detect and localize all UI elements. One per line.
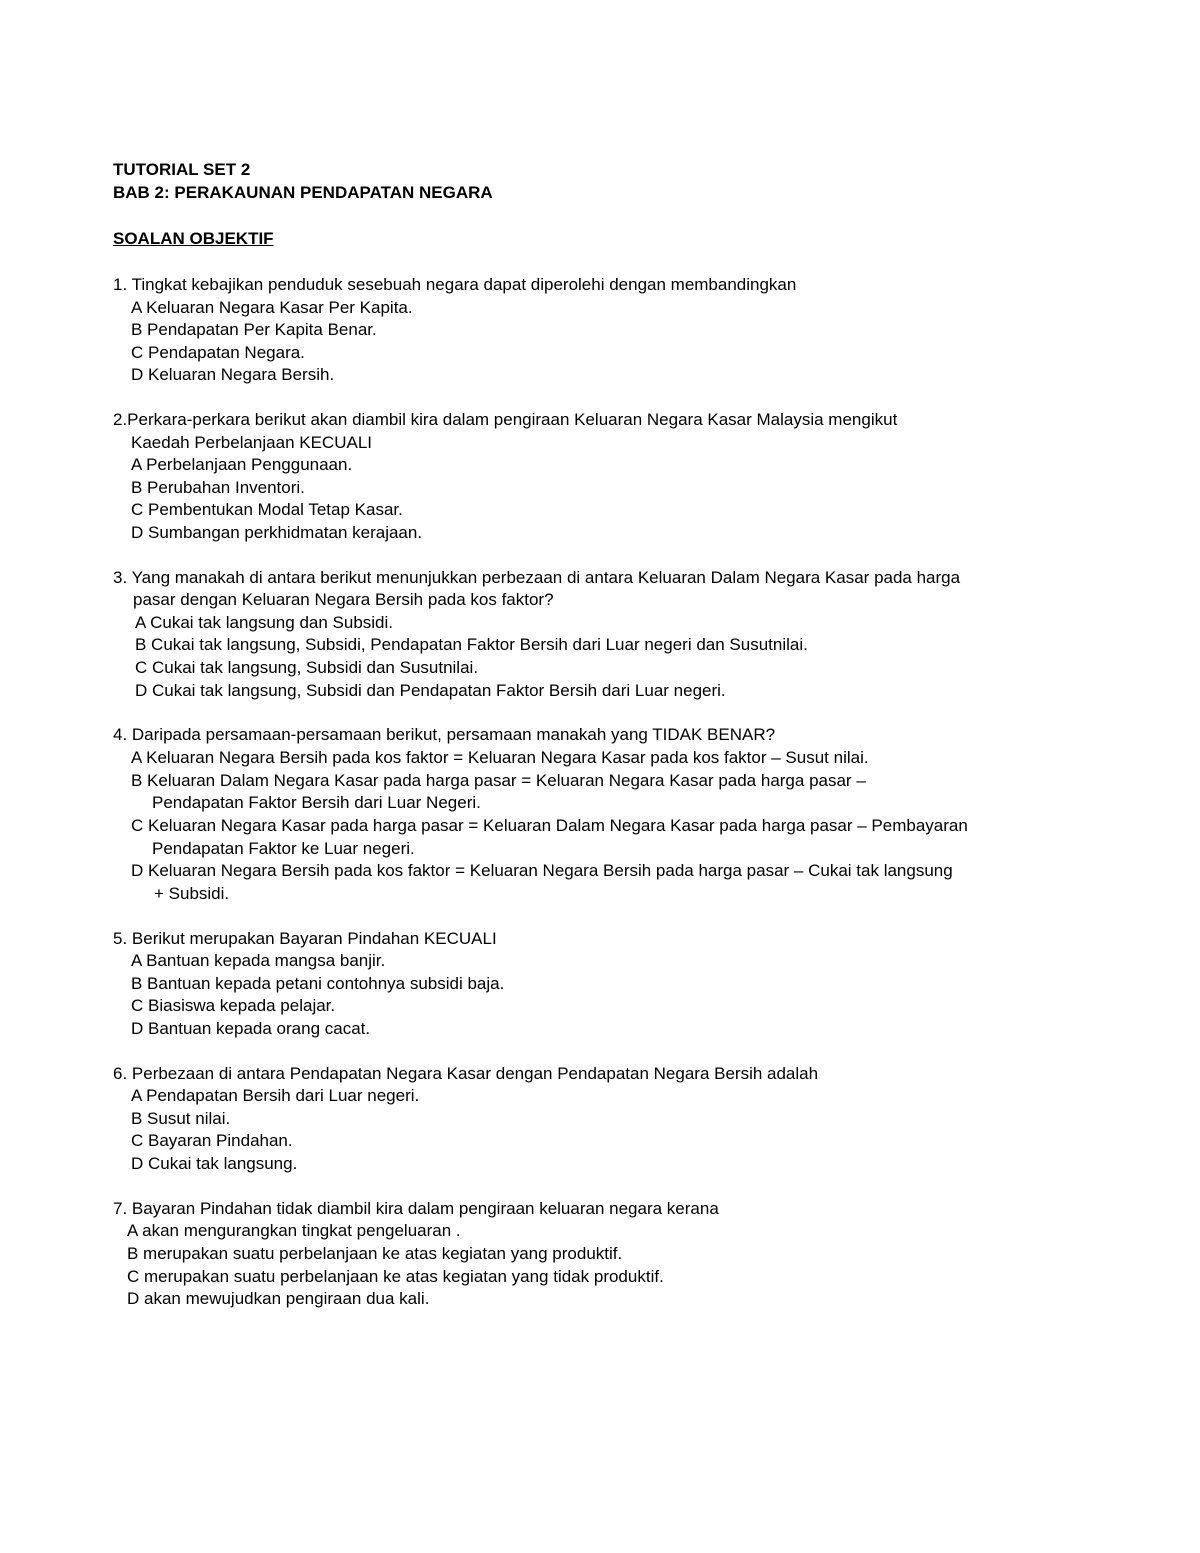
option-d: D Bantuan kepada orang cacat. xyxy=(131,1019,371,1038)
option-d: D Cukai tak langsung. xyxy=(131,1154,298,1173)
question-text: 2.Perkara-perkara berikut akan diambil kira dalam pengiraan Keluaran Negara Kasar Malaysia mengikut xyxy=(113,410,898,429)
option-c: C merupakan suatu perbelanjaan ke atas kegiatan yang tidak produktif. xyxy=(127,1267,664,1286)
option-c: C Biasiswa kepada pelajar. xyxy=(131,996,336,1015)
option-a: A Cukai tak langsung dan Subsidi. xyxy=(135,613,394,632)
option-b: B Pendapatan Per Kapita Benar. xyxy=(131,320,377,339)
option-d: D Keluaran Negara Bersih pada kos faktor = Keluaran Negara Bersih pada harga pasar – Cukai tak langsung xyxy=(131,861,953,880)
option-a: A Perbelanjaan Penggunaan. xyxy=(131,455,353,474)
option-d: D Sumbangan perkhidmatan kerajaan. xyxy=(131,523,423,542)
question-text: 3. Yang manakah di antara berikut menunjukkan perbezaan di antara Keluaran Dalam Negara Kasar pada harga xyxy=(113,568,961,587)
question-text: 7. Bayaran Pindahan tidak diambil kira dalam pengiraan keluaran negara kerana xyxy=(113,1199,719,1218)
document-title: TUTORIAL SET 2 xyxy=(113,160,251,179)
option-c: C Pendapatan Negara. xyxy=(131,343,305,362)
option-b: B Bantuan kepada petani contohnya subsidi baja. xyxy=(131,974,505,993)
question-text-continued: Kaedah Perbelanjaan KECUALI xyxy=(131,433,372,452)
option-d: D akan mewujudkan pengiraan dua kali. xyxy=(127,1289,430,1308)
option-c: C Pembentukan Modal Tetap Kasar. xyxy=(131,500,403,519)
question-text: 5. Berikut merupakan Bayaran Pindahan KECUALI xyxy=(113,929,497,948)
option-b-continued: Pendapatan Faktor Bersih dari Luar Negeri. xyxy=(152,793,481,812)
option-d-continued: + Subsidi. xyxy=(154,884,230,903)
chapter-title: BAB 2: PERAKAUNAN PENDAPATAN NEGARA xyxy=(113,183,493,202)
option-a: A Pendapatan Bersih dari Luar negeri. xyxy=(131,1086,420,1105)
question-text-continued: pasar dengan Keluaran Negara Bersih pada kos faktor? xyxy=(133,590,554,609)
option-a: A Bantuan kepada mangsa banjir. xyxy=(131,951,386,970)
option-b: B merupakan suatu perbelanjaan ke atas kegiatan yang produktif. xyxy=(127,1244,623,1263)
option-a: A Keluaran Negara Kasar Per Kapita. xyxy=(131,298,413,317)
option-b: B Cukai tak langsung, Subsidi, Pendapatan Faktor Bersih dari Luar negeri dan Susutnilai. xyxy=(135,635,808,654)
option-a: A Keluaran Negara Bersih pada kos faktor = Keluaran Negara Kasar pada kos faktor – Susut nilai. xyxy=(131,748,869,767)
question-text: 4. Daripada persamaan-persamaan berikut, persamaan manakah yang TIDAK BENAR? xyxy=(113,725,776,744)
option-b: B Susut nilai. xyxy=(131,1109,231,1128)
option-d: D Cukai tak langsung, Subsidi dan Pendapatan Faktor Bersih dari Luar negeri. xyxy=(135,681,726,700)
option-c: C Bayaran Pindahan. xyxy=(131,1131,293,1150)
question-text: 6. Perbezaan di antara Pendapatan Negara Kasar dengan Pendapatan Negara Bersih adalah xyxy=(113,1064,819,1083)
option-c-continued: Pendapatan Faktor ke Luar negeri. xyxy=(152,839,415,858)
question-text: 1. Tingkat kebajikan penduduk sesebuah negara dapat diperolehi dengan membandingkan xyxy=(113,275,797,294)
option-b: B Perubahan Inventori. xyxy=(131,478,305,497)
option-d: D Keluaran Negara Bersih. xyxy=(131,365,335,384)
section-title: SOALAN OBJEKTIF xyxy=(113,229,274,248)
option-a: A akan mengurangkan tingkat pengeluaran . xyxy=(127,1221,461,1240)
option-c: C Keluaran Negara Kasar pada harga pasar = Keluaran Dalam Negara Kasar pada harga pasar – Pembayaran xyxy=(131,816,968,835)
option-c: C Cukai tak langsung, Subsidi dan Susutnilai. xyxy=(135,658,479,677)
option-b: B Keluaran Dalam Negara Kasar pada harga pasar = Keluaran Negara Kasar pada harga pasar – xyxy=(131,771,866,790)
